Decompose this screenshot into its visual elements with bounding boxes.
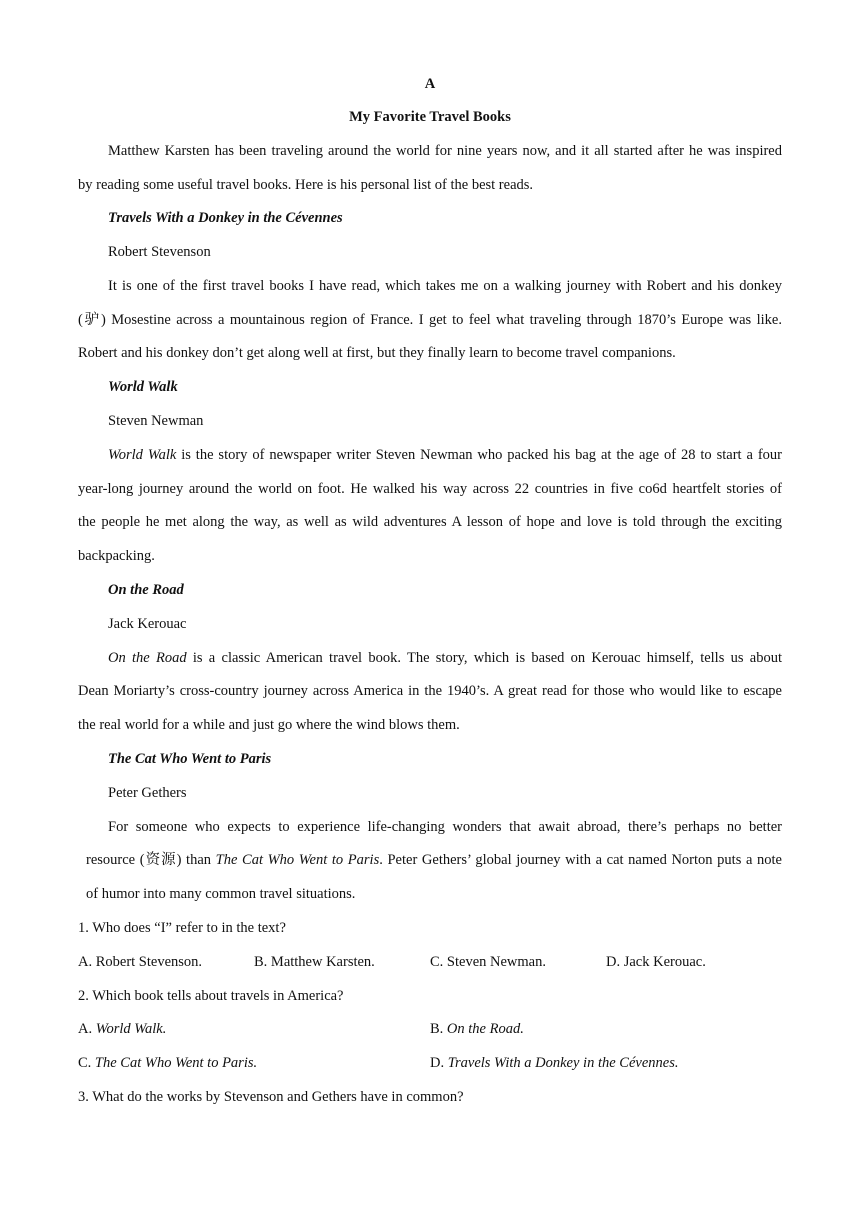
option-letter: A. [78,1021,96,1037]
book2-line-4: backpacking. [78,548,155,564]
book2-line-3: the people he met along the way, as well as wild adventures A lesson of hope and love is told through the exciting [78,514,782,530]
question-1-option-d[interactable]: D. Jack Kerouac. [606,954,706,970]
option-letter: B. [430,1021,447,1037]
question-2-option-b[interactable] [430,1019,524,1039]
book2-inline-title: World Walk [108,447,177,463]
book1-line-2: (驴) Mosestine across a mountainous region of France. I get to feel what traveling through 1870’s Europe was like. [78,312,782,328]
book2-line-2: year-long journey around the world on foot. He walked his way across 22 countries in five co6d heartfelt stories of [78,481,782,497]
question-1-stem: 1. Who does “I” refer to in the text? [78,920,286,936]
option-letter: C. [78,1055,95,1071]
question-1-option-c[interactable]: C. Steven Newman. [430,954,546,970]
book3-line-1 [108,648,782,668]
book2-title: World Walk [108,379,178,395]
question-2-option-d[interactable] [430,1053,678,1073]
option-text: On the Road. [446,1021,524,1037]
question-2-stem: 2. Which book tells about travels in America? [78,988,344,1004]
section-letter: A [424,76,436,92]
book1-title: Travels With a Donkey in the Cévennes [108,210,343,226]
question-1-option-b[interactable]: B. Matthew Karsten. [254,954,375,970]
book1-author: Robert Stevenson [108,244,211,260]
question-3-stem: 3. What do the works by Stevenson and Gethers have in common? [78,1089,464,1105]
page-title: My Favorite Travel Books [349,109,511,125]
book2-line-1-text: is the story of newspaper writer Steven Newman who packed his bag at the age of 28 to start a four [176,447,782,463]
book1-line-1: It is one of the first travel books I have read, which takes me on a walking journey with Robert and his donkey [108,278,782,294]
book4-title: The Cat Who Went to Paris [108,751,272,767]
book2-author: Steven Newman [108,413,204,429]
book4-inline-title: The Cat Who Went to Paris [215,852,380,868]
book3-title: On the Road [108,582,184,598]
book4-line-2-text-a: resource (资源) than [86,852,216,868]
option-text: The Cat Who Went to Paris. [94,1055,258,1071]
book3-line-3: the real world for a while and just go where the wind blows them. [78,717,460,733]
intro-line-1: Matthew Karsten has been traveling around the world for nine years now, and it all started after he was inspired [108,143,782,159]
option-letter: D. [430,1055,448,1071]
book1-line-3: Robert and his donkey don’t get along well at first, but they finally learn to become travel companions. [78,345,676,361]
book4-line-2 [86,850,782,870]
book3-line-2: Dean Moriarty’s cross-country journey across America in the 1940’s. A great read for those who would like to escape [78,683,782,699]
option-text: Travels With a Donkey in the Cévennes. [447,1055,679,1071]
question-1-option-a[interactable]: A. Robert Stevenson. [78,954,203,970]
option-text: World Walk. [95,1021,167,1037]
intro-line-2: by reading some useful travel books. Here is his personal list of the best reads. [78,177,534,193]
book4-author: Peter Gethers [108,785,187,801]
question-2-option-c[interactable] [78,1053,257,1073]
book3-line-1-text: is a classic American travel book. The story, which is based on Kerouac himself, tells us about [186,650,783,666]
book4-line-1: For someone who expects to experience life-changing wonders that await abroad, there’s perhaps no better [108,819,782,835]
question-2-option-a[interactable] [78,1019,166,1039]
book2-line-1 [108,445,782,465]
book4-line-3: of humor into many common travel situations. [86,886,356,902]
book4-line-2-text-b: . Peter Gethers’ global journey with a cat named Norton puts a note [379,852,782,868]
book3-author: Jack Kerouac [108,616,187,632]
book3-inline-title: On the Road [108,650,187,666]
